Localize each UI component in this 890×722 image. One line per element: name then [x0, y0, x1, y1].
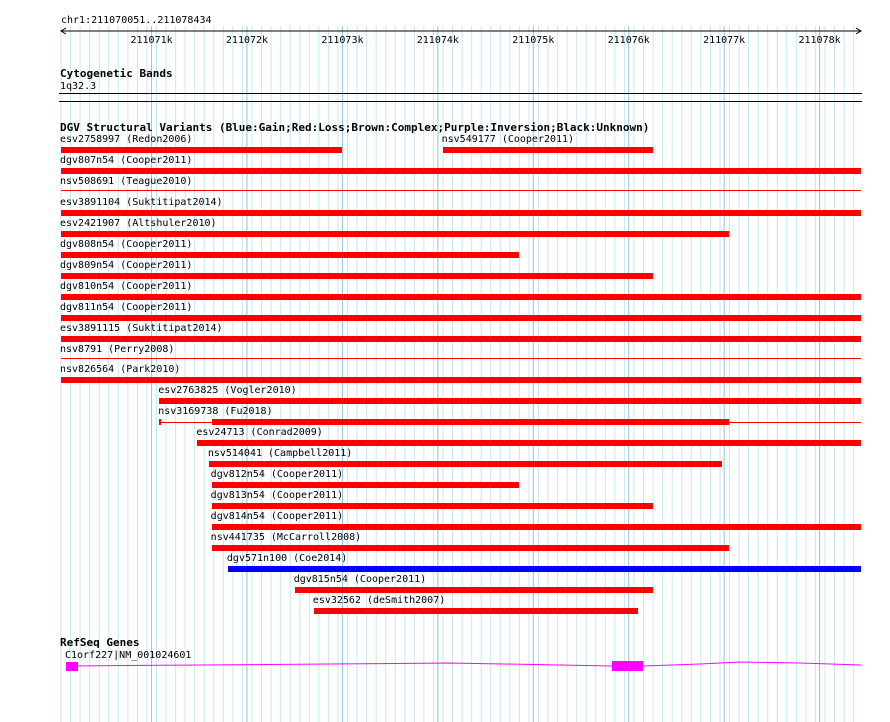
variant-bar[interactable] [159, 398, 861, 404]
ruler-tick-label: 211078k [798, 35, 841, 46]
variant-bar[interactable] [61, 252, 519, 258]
variant-bar[interactable] [212, 524, 861, 530]
refseq-title: RefSeq Genes [60, 636, 140, 649]
variant-label[interactable]: dgv571n100 (Coe2014) [226, 553, 348, 564]
ruler-tick-label: 211073k [321, 35, 364, 46]
gene-model[interactable] [0, 658, 890, 674]
ruler-tick-label: 211077k [703, 35, 746, 46]
variant-label[interactable]: nsv826564 (Park2010) [60, 364, 181, 376]
variant-label[interactable]: esv2763825 (Vogler2010) [158, 385, 297, 397]
variant-bar[interactable] [209, 461, 722, 467]
variant-bar[interactable] [61, 336, 861, 342]
variant-label[interactable]: nsv508691 (Teague2010) [60, 175, 193, 187]
ruler-tick-label: 211074k [416, 35, 459, 46]
variant-label[interactable]: dgv815n54 (Cooper2011) [293, 573, 427, 585]
variant-label[interactable]: esv3891104 (Suktitipat2014) [60, 196, 223, 208]
cytoband-line-bottom [59, 101, 862, 102]
cytoband-label: 1q32.3 [60, 81, 97, 92]
variant-bar[interactable] [61, 358, 861, 359]
gene-label[interactable]: C1orf227|NM_001024601 [65, 650, 192, 661]
variant-bar[interactable] [61, 377, 861, 383]
variant-label[interactable]: nsv549177 (Cooper2011) [441, 134, 575, 145]
variant-bar[interactable] [61, 273, 653, 279]
variant-label[interactable]: esv24713 (Conrad2009) [196, 427, 323, 439]
variant-label[interactable]: dgv809n54 (Cooper2011) [60, 259, 193, 271]
cytoband-line-top [59, 93, 862, 94]
variant-bar[interactable] [61, 190, 861, 191]
dgv-title: DGV Structural Variants (Blue:Gain;Red:Loss;Brown:Complex;Purple:Inversion;Black:Unknown) [60, 121, 650, 134]
variant-label[interactable]: nsv3169738 (Fu2018) [158, 406, 273, 418]
ruler-tick-label: 211076k [607, 35, 650, 46]
variant-label[interactable]: esv2758997 (Redon2006) [60, 134, 193, 145]
variant-label[interactable]: nsv441735 (McCarroll2008) [210, 532, 362, 544]
variant-label[interactable]: dgv808n54 (Cooper2011) [60, 238, 193, 250]
variant-label[interactable]: esv2421907 (Altshuler2010) [60, 217, 217, 229]
variant-label[interactable]: dgv811n54 (Cooper2011) [60, 301, 193, 313]
variant-label[interactable]: dgv810n54 (Cooper2011) [60, 280, 193, 292]
variant-label[interactable]: esv32562 (deSmith2007) [312, 594, 446, 606]
variant-bar[interactable] [61, 231, 729, 237]
variant-bar[interactable] [61, 168, 861, 174]
variant-bar[interactable] [61, 210, 861, 216]
variant-bar[interactable] [61, 294, 861, 300]
variant-bar[interactable] [443, 147, 653, 153]
variant-bar[interactable] [61, 147, 342, 153]
variant-bar[interactable] [314, 608, 638, 614]
variant-bar[interactable] [212, 419, 729, 425]
variant-label[interactable]: nsv514041 (Campbell2011) [207, 448, 353, 460]
variant-label[interactable]: nsv8791 (Perry2008) [60, 343, 175, 355]
variant-label[interactable]: dgv813n54 (Cooper2011) [210, 490, 344, 502]
gene-exon [66, 662, 78, 671]
range-label: chr1:211070051..211078434 [61, 15, 212, 26]
variant-label[interactable]: dgv814n54 (Cooper2011) [210, 511, 344, 523]
ruler-tick-label: 211075k [512, 35, 555, 46]
variant-bar[interactable] [212, 482, 519, 488]
variant-bar[interactable] [212, 545, 729, 551]
variant-label[interactable]: esv3891115 (Suktitipat2014) [60, 322, 223, 334]
variant-bar[interactable] [197, 440, 861, 446]
gene-intron-line [66, 662, 861, 666]
variant-bar[interactable] [61, 315, 861, 321]
ruler-tick-label: 211072k [225, 35, 269, 46]
variant-bar-cap[interactable] [159, 419, 161, 425]
cytoband-title: Cytogenetic Bands [60, 67, 173, 80]
variant-bar[interactable] [295, 587, 653, 593]
gene-exon [612, 661, 643, 671]
ruler-tick-label: 211071k [130, 35, 173, 46]
variant-bar[interactable] [228, 566, 861, 572]
variant-label[interactable]: dgv807n54 (Cooper2011) [60, 154, 193, 166]
variant-bar[interactable] [212, 503, 653, 509]
variant-label[interactable]: dgv812n54 (Cooper2011) [210, 469, 344, 481]
